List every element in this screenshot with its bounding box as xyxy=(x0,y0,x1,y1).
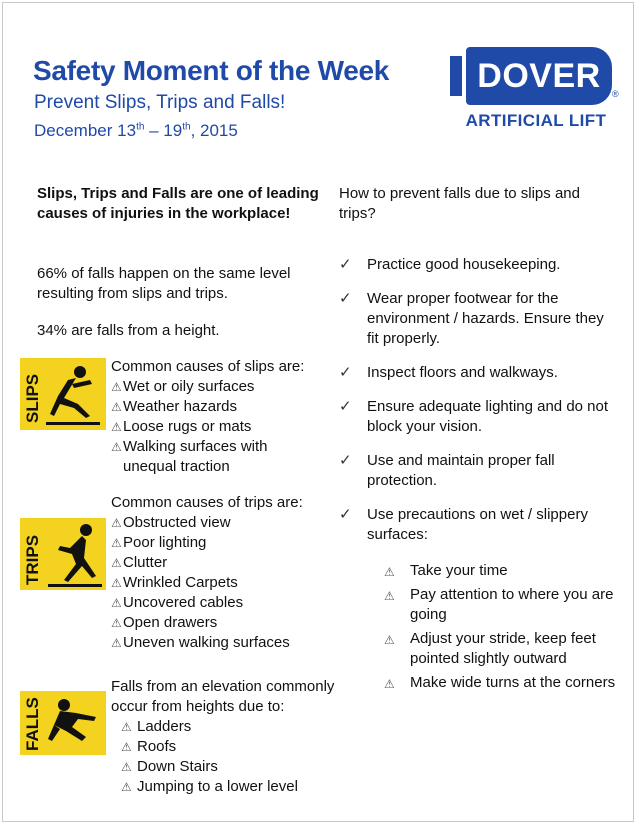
warning-triangle-icon: ⚠ xyxy=(384,589,395,603)
warning-triangle-icon: ⚠ xyxy=(121,720,132,734)
prevention-checklist xyxy=(339,255,614,545)
logo-division: ARTIFICIAL LIFT xyxy=(465,111,607,130)
list-item: ⚠ Open drawers xyxy=(111,614,218,631)
slips-sign-icon: SLIPS xyxy=(20,358,106,430)
logo-registered-mark: ® xyxy=(612,89,619,99)
list-item: ⚠ Ladders xyxy=(121,718,192,735)
falls-section xyxy=(111,677,336,797)
trips-list xyxy=(111,513,336,653)
prevention-heading: How to prevent falls due to slips and trips? xyxy=(339,185,580,222)
check-icon: ✓ xyxy=(339,256,352,273)
list-item: ⚠ Uneven walking surfaces xyxy=(111,634,290,651)
safety-flyer xyxy=(2,2,634,822)
warning-triangle-icon: ⚠ xyxy=(111,536,122,550)
page-subtitle: Prevent Slips, Trips and Falls! xyxy=(34,92,286,113)
checklist-item: ✓ Use and maintain proper fall protection. xyxy=(339,452,555,489)
warning-triangle-icon: ⚠ xyxy=(384,633,395,647)
checklist-item: ✓ Ensure adequate lighting and do not block your vision. xyxy=(339,398,609,435)
page-title: Safety Moment of the Week xyxy=(33,55,390,86)
warning-triangle-icon: ⚠ xyxy=(111,616,122,630)
checklist-item: ✓ Use precautions on wet / slippery surfaces: xyxy=(339,506,588,543)
slipping-person-icon xyxy=(20,358,106,430)
warning-triangle-icon: ⚠ xyxy=(121,780,132,794)
list-item: ⚠ Down Stairs xyxy=(121,758,218,775)
list-item: ⚠ Roofs xyxy=(121,738,177,755)
check-icon: ✓ xyxy=(339,452,352,469)
list-item: ⚠ Clutter xyxy=(111,554,168,571)
list-item: ⚠ Loose rugs or mats xyxy=(111,418,252,435)
warning-triangle-icon: ⚠ xyxy=(384,677,395,691)
warning-triangle-icon: ⚠ xyxy=(121,740,132,754)
list-item: ⚠ Poor lighting xyxy=(111,534,207,551)
warning-triangle-icon: ⚠ xyxy=(111,596,122,610)
check-icon: ✓ xyxy=(339,290,352,307)
logo-bar xyxy=(450,56,462,96)
list-item: ⚠ Wet or oily surfaces xyxy=(111,378,255,395)
list-item: ⚠ Wrinkled Carpets xyxy=(111,574,238,591)
checklist-item: ✓ Inspect floors and walkways. xyxy=(339,364,558,381)
falls-sign-icon: FALLS xyxy=(20,691,106,755)
intro-headline: Slips, Trips and Falls are one of leading causes of injuries in the workplace! xyxy=(37,185,319,222)
sub-list-item: ⚠ Make wide turns at the corners xyxy=(384,673,616,693)
stat-height: 34% are falls from a height. xyxy=(37,322,220,339)
tripping-person-icon xyxy=(20,518,106,590)
list-item: ⚠ Weather hazards xyxy=(111,398,237,415)
warning-triangle-icon: ⚠ xyxy=(384,565,395,579)
falls-heading: Falls from an elevation commonly occur from heights due to: xyxy=(111,678,335,715)
list-item: ⚠ Obstructed view xyxy=(111,514,231,531)
warning-triangle-icon: ⚠ xyxy=(111,516,122,530)
date-range: December 13th – 19th, 2015 xyxy=(34,121,238,140)
falls-list xyxy=(111,717,336,797)
warning-triangle-icon: ⚠ xyxy=(111,556,122,570)
list-item: ⚠ Walking surfaces with unequal traction xyxy=(111,438,268,475)
logo-brand: DOVER xyxy=(466,47,612,105)
check-icon: ✓ xyxy=(339,398,352,415)
dover-logo xyxy=(450,47,622,133)
slips-list xyxy=(111,377,336,477)
list-item: ⚠ Uncovered cables xyxy=(111,594,244,611)
warning-triangle-icon: ⚠ xyxy=(111,576,122,590)
checklist-item: ✓ Wear proper footwear for the environment / hazards. Ensure they fit properly. xyxy=(339,290,604,347)
checklist-item: ✓ Practice good housekeeping. xyxy=(339,256,561,273)
stat-same-level: 66% of falls happen on the same level resulting from slips and trips. xyxy=(37,265,291,302)
warning-triangle-icon: ⚠ xyxy=(111,400,122,414)
warning-triangle-icon: ⚠ xyxy=(111,420,122,434)
check-icon: ✓ xyxy=(339,364,352,381)
list-item: ⚠ Jumping to a lower level xyxy=(121,778,298,795)
trips-section xyxy=(111,493,336,653)
warning-triangle-icon: ⚠ xyxy=(121,760,132,774)
check-icon: ✓ xyxy=(339,506,352,523)
warning-triangle-icon: ⚠ xyxy=(111,440,122,454)
trips-sign-icon: TRIPS xyxy=(20,518,106,590)
sub-list-item: ⚠ Pay attention to where you are going xyxy=(384,586,614,623)
falling-person-icon xyxy=(20,691,106,755)
slips-section xyxy=(111,357,336,477)
trips-heading: Common causes of trips are: xyxy=(111,494,303,511)
sub-list-item: ⚠ Take your time xyxy=(384,561,616,581)
slips-heading: Common causes of slips are: xyxy=(111,358,305,375)
precaution-sublist xyxy=(384,561,616,697)
sub-list-item: ⚠ Adjust your stride, keep feet pointed slightly outward xyxy=(384,630,596,667)
warning-triangle-icon: ⚠ xyxy=(111,636,122,650)
warning-triangle-icon: ⚠ xyxy=(111,380,122,394)
